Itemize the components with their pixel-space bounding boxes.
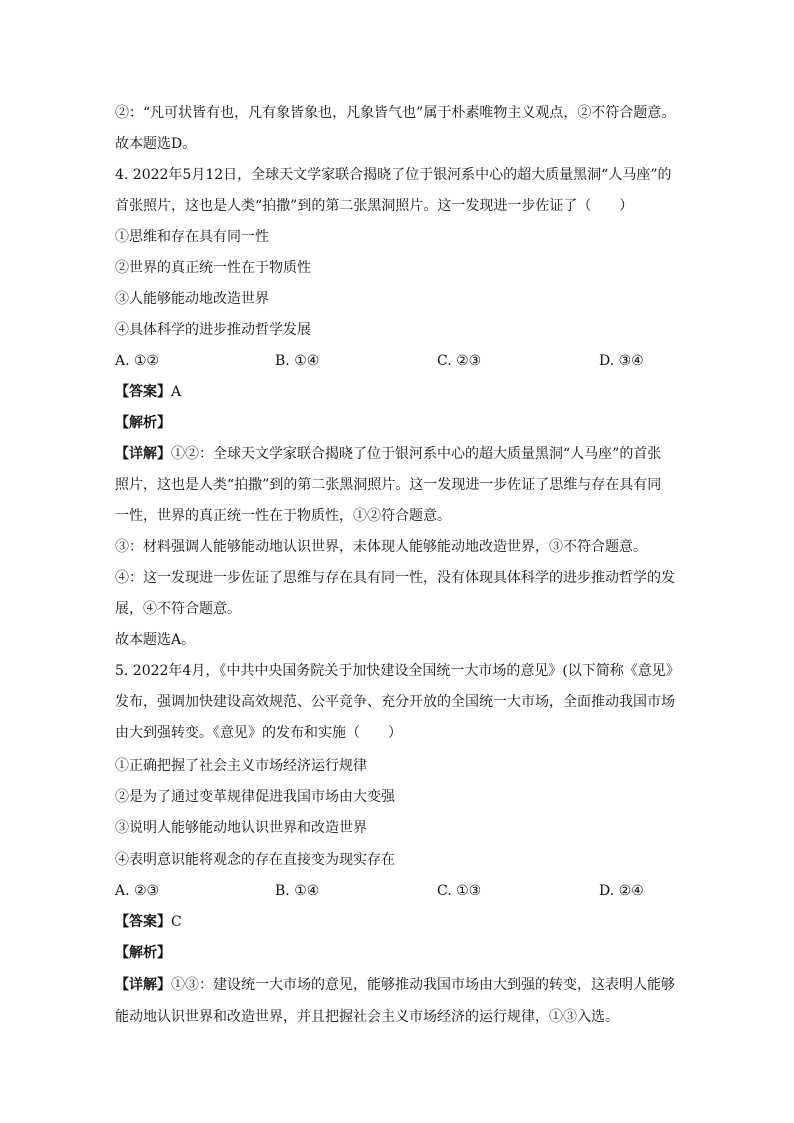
q4-option-b: B. ①④ [275, 353, 320, 369]
prev-analysis-line: ②：“凡可状皆有也，凡有象皆象也，凡象皆气也”属于朴素唯物主义观点，②不符合题意。 [115, 105, 676, 121]
prev-conclusion: 故本题选D。 [115, 136, 197, 152]
q5-detail-line2: 能动地认识世界和改造世界，并且把握社会主义市场经济的运行规律，①③入选。 [115, 1009, 619, 1025]
q5-stem-line2: 发布，强调加快建设高效规范、公平竞争、充分开放的全国统一大市场，全面推动我国市场 [115, 694, 675, 710]
q4-stem-line1: 4. 2022年5月12日，全球天文学家联合揭晓了位于银河系中心的超大质量黑洞“人马座”的 [115, 167, 672, 183]
q4-option-a: A. ①② [115, 353, 160, 369]
q5-option-b: B. ①④ [275, 883, 320, 899]
q4-statement-4: ④具体科学的进步推动哲学发展 [115, 322, 311, 338]
q4-statement-1: ①思维和存在具有同一性 [115, 229, 269, 245]
q4-analysis-label: 【解析】 [115, 415, 171, 431]
answer-value: A [171, 384, 182, 400]
q5-analysis-label: 【解析】 [115, 945, 171, 961]
q5-answer [115, 912, 685, 932]
q5-stem-line3: 由大到强转变。《意见》的发布和实施（ ） [115, 725, 402, 741]
q4-statement-2: ②世界的真正统一性在于物质性 [115, 260, 311, 276]
q5-statement-1: ①正确把握了社会主义市场经济运行规律 [115, 758, 367, 774]
q4-detail-line3: 一性，世界的真正统一性在于物质性，①②符合题意。 [115, 508, 451, 524]
detail-text: ①②：全球天文学家联合揭晓了位于银河系中心的超大质量黑洞“人马座”的首张 [171, 446, 662, 462]
q5-detail-line1 [115, 975, 685, 995]
q5-option-a: A. ②③ [115, 883, 160, 899]
q4-conclusion: 故本题选A。 [115, 632, 196, 648]
detail-text: ①③：建设统一大市场的意见，能够推动我国市场由大到强的转变，这表明人能够 [171, 977, 675, 993]
q5-statement-3: ③说明人能够能动地认识世界和改造世界 [115, 820, 367, 836]
q5-option-d: D. ②④ [599, 883, 644, 899]
answer-value: C [171, 914, 182, 930]
q4-option-d: D. ③④ [599, 353, 644, 369]
q4-detail-line1 [115, 444, 685, 464]
q4-answer [115, 382, 685, 402]
answer-label: 【答案】 [115, 914, 171, 930]
q5-option-c: C. ①③ [437, 883, 482, 899]
q4-detail-line6: 展，④不符合题意。 [115, 601, 241, 617]
detail-label: 【详解】 [115, 977, 171, 993]
q5-stem-line1: 5. 2022年4月，《中共中央国务院关于加快建设全国统一大市场的意见》(以下简称《意见》 [115, 663, 680, 679]
q4-detail-line4: ③：材料强调人能够能动地认识世界，未体现人能够能动地改造世界，③不符合题意。 [115, 539, 647, 555]
q4-detail-line5: ④：这一发现进一步佐证了思维与存在具有同一性，没有体现具体科学的进步推动哲学的发 [115, 570, 675, 586]
detail-label: 【详解】 [115, 446, 171, 462]
q4-option-c: C. ②③ [437, 353, 482, 369]
answer-label: 【答案】 [115, 384, 171, 400]
q4-stem-line2: 首张照片，这也是人类“拍撒”到的第二张黑洞照片。这一发现进一步佐证了（ ） [115, 198, 634, 214]
q4-detail-line2: 照片，这也是人类“拍撒”到的第二张黑洞照片。这一发现进一步佐证了思维与存在具有同 [115, 477, 662, 493]
q5-statement-2: ②是为了通过变革规律促进我国市场由大变强 [115, 789, 395, 805]
q5-statement-4: ④表明意识能将观念的存在直接变为现实存在 [115, 852, 395, 868]
q4-statement-3: ③人能够能动地改造世界 [115, 291, 269, 307]
